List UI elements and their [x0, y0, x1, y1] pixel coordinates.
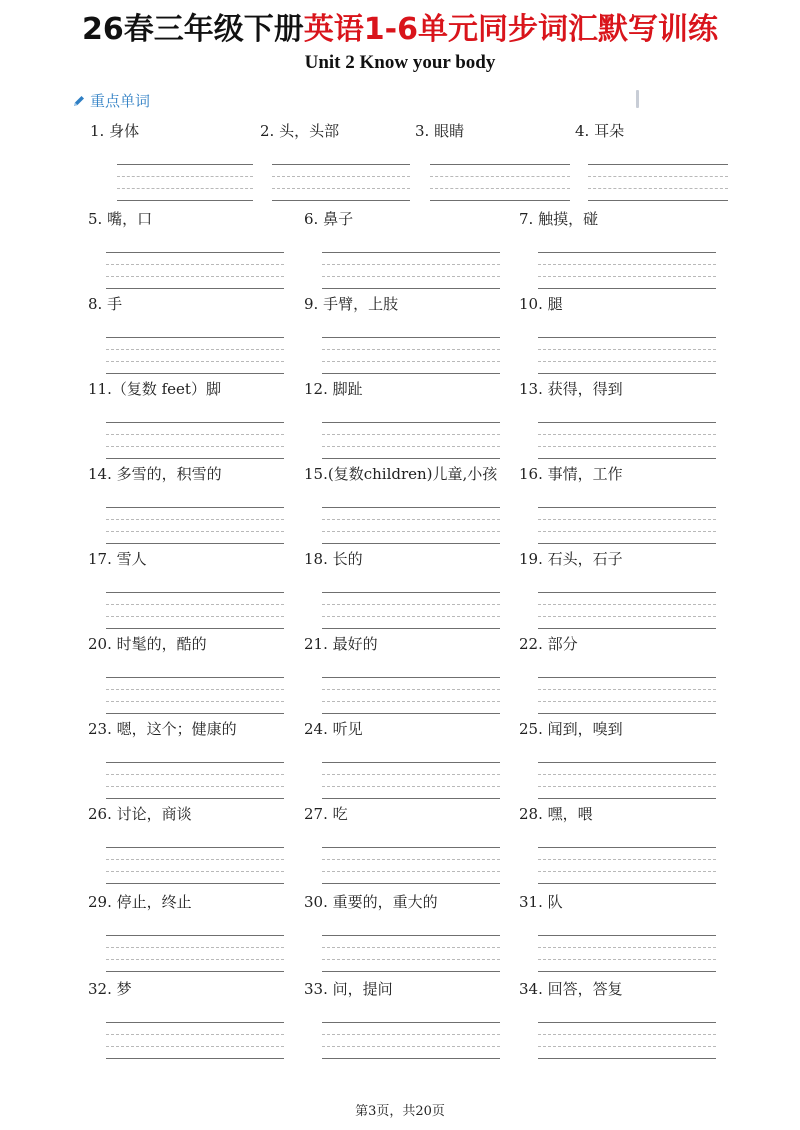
writing-line-solid — [538, 252, 716, 253]
writing-line-dotted — [106, 349, 284, 350]
writing-line-dotted — [588, 176, 728, 177]
writing-line-dotted — [106, 264, 284, 265]
writing-line-solid — [272, 200, 410, 201]
writing-line-dotted — [538, 1046, 716, 1047]
writing-line-solid — [322, 847, 500, 848]
writing-line-dotted — [538, 604, 716, 605]
vocab-prompt: 12. 脚趾 — [304, 380, 363, 398]
vocab-prompt: 6. 鼻子 — [304, 210, 354, 228]
vocab-item — [519, 380, 623, 398]
writing-line-solid — [538, 592, 716, 593]
writing-line-solid — [538, 458, 716, 459]
writing-line-dotted — [538, 361, 716, 362]
writing-line-dotted — [322, 604, 500, 605]
writing-line-dotted — [322, 519, 500, 520]
writing-line-dotted — [322, 689, 500, 690]
vocab-item — [304, 380, 363, 398]
vocab-prompt: 31. 队 — [519, 893, 563, 911]
writing-line-solid — [106, 1022, 284, 1023]
vocab-prompt: 10. 腿 — [519, 295, 563, 313]
writing-line-dotted — [322, 959, 500, 960]
vocab-item — [260, 122, 339, 140]
writing-line-dotted — [322, 947, 500, 948]
writing-line-dotted — [322, 774, 500, 775]
writing-line-solid — [106, 883, 284, 884]
writing-line-dotted — [272, 188, 410, 189]
writing-line-solid — [322, 507, 500, 508]
vocab-prompt: 14. 多雪的，积雪的 — [88, 465, 222, 483]
title-grade: 26春三年级下册 — [82, 12, 304, 47]
vocab-item — [415, 122, 464, 140]
writing-line-solid — [106, 935, 284, 936]
vocab-item — [519, 295, 563, 313]
writing-line-dotted — [538, 276, 716, 277]
writing-line-dotted — [106, 531, 284, 532]
writing-line-solid — [538, 798, 716, 799]
writing-line-solid — [322, 458, 500, 459]
pencil-icon — [72, 94, 86, 108]
writing-line-solid — [106, 971, 284, 972]
writing-line-dotted — [538, 774, 716, 775]
vocab-prompt: 20. 时髦的，酷的 — [88, 635, 207, 653]
page-title — [0, 4, 800, 48]
unit-subtitle: Unit 2 Know your body — [304, 52, 496, 73]
vocab-prompt: 26. 讨论，商谈 — [88, 805, 192, 823]
writing-line-dotted — [117, 188, 253, 189]
writing-line-dotted — [538, 531, 716, 532]
writing-line-dotted — [538, 616, 716, 617]
writing-line-dotted — [106, 947, 284, 948]
writing-line-solid — [430, 164, 570, 165]
vocab-prompt: 1. 身体 — [90, 122, 140, 140]
vocab-item — [88, 295, 122, 313]
writing-line-dotted — [106, 446, 284, 447]
writing-line-solid — [538, 543, 716, 544]
writing-line-solid — [322, 422, 500, 423]
writing-line-solid — [106, 847, 284, 848]
writing-line-dotted — [106, 604, 284, 605]
vocab-prompt: 16. 事情，工作 — [519, 465, 623, 483]
writing-line-dotted — [322, 446, 500, 447]
writing-line-dotted — [106, 519, 284, 520]
writing-line-dotted — [538, 701, 716, 702]
vocab-prompt: 18. 长的 — [304, 550, 363, 568]
writing-line-dotted — [322, 264, 500, 265]
vocab-prompt: 15.(复数children)儿童,小孩 — [304, 465, 498, 483]
writing-line-solid — [538, 1022, 716, 1023]
vocab-item — [88, 550, 147, 568]
vocab-prompt: 7. 触摸，碰 — [519, 210, 599, 228]
vocab-prompt: 25. 闻到，嗅到 — [519, 720, 623, 738]
writing-line-solid — [538, 422, 716, 423]
vocab-item — [88, 210, 152, 228]
writing-line-dotted — [106, 774, 284, 775]
writing-line-dotted — [106, 276, 284, 277]
writing-line-solid — [322, 798, 500, 799]
writing-line-dotted — [106, 689, 284, 690]
writing-line-dotted — [272, 176, 410, 177]
writing-line-solid — [588, 164, 728, 165]
writing-line-solid — [538, 713, 716, 714]
writing-line-solid — [106, 713, 284, 714]
writing-line-solid — [322, 713, 500, 714]
vocab-prompt: 23. 嗯，这个；健康的 — [88, 720, 237, 738]
writing-line-solid — [322, 1058, 500, 1059]
writing-line-solid — [106, 373, 284, 374]
writing-line-solid — [106, 507, 284, 508]
vocab-item — [88, 893, 192, 911]
vocab-prompt: 4. 耳朵 — [575, 122, 625, 140]
vocab-item — [304, 720, 363, 738]
writing-line-solid — [322, 373, 500, 374]
writing-line-dotted — [322, 786, 500, 787]
page-number: 第3页，共20页 — [355, 1104, 445, 1119]
writing-line-dotted — [538, 947, 716, 948]
vocab-prompt: 21. 最好的 — [304, 635, 378, 653]
writing-line-solid — [538, 762, 716, 763]
writing-line-solid — [322, 628, 500, 629]
writing-line-dotted — [538, 959, 716, 960]
vocab-prompt: 11.（复数 feet）脚 — [88, 380, 221, 398]
writing-line-solid — [106, 762, 284, 763]
writing-line-solid — [538, 935, 716, 936]
section-heading — [72, 90, 150, 111]
vocab-prompt: 2. 头，头部 — [260, 122, 340, 140]
writing-line-solid — [538, 507, 716, 508]
vocab-item — [88, 720, 237, 738]
writing-line-dotted — [322, 859, 500, 860]
writing-line-solid — [106, 592, 284, 593]
writing-line-dotted — [322, 701, 500, 702]
writing-line-dotted — [106, 701, 284, 702]
vocab-prompt: 9. 手臂，上肢 — [304, 295, 399, 313]
vocab-prompt: 27. 吃 — [304, 805, 348, 823]
vocab-prompt: 19. 石头，石子 — [519, 550, 623, 568]
writing-line-dotted — [106, 859, 284, 860]
vocab-item — [519, 550, 623, 568]
writing-line-dotted — [106, 434, 284, 435]
vocab-prompt: 28. 嘿，喂 — [519, 805, 593, 823]
vocab-prompt: 33. 问，提问 — [304, 980, 393, 998]
writing-line-solid — [322, 543, 500, 544]
writing-line-dotted — [538, 786, 716, 787]
writing-line-solid — [117, 164, 253, 165]
writing-line-solid — [117, 200, 253, 201]
writing-line-dotted — [106, 786, 284, 787]
writing-line-dotted — [322, 1034, 500, 1035]
writing-line-solid — [322, 337, 500, 338]
writing-line-solid — [322, 883, 500, 884]
writing-line-solid — [322, 1022, 500, 1023]
writing-line-dotted — [538, 446, 716, 447]
vocab-item — [304, 295, 398, 313]
writing-line-dotted — [322, 531, 500, 532]
writing-line-solid — [538, 847, 716, 848]
writing-line-solid — [538, 677, 716, 678]
writing-line-solid — [430, 200, 570, 201]
writing-line-solid — [106, 543, 284, 544]
vocab-prompt: 30. 重要的，重大的 — [304, 893, 438, 911]
vocab-item — [519, 893, 563, 911]
writing-line-dotted — [106, 871, 284, 872]
writing-line-dotted — [322, 871, 500, 872]
writing-line-solid — [322, 762, 500, 763]
vocab-prompt: 32. 梦 — [88, 980, 132, 998]
vocab-item — [88, 980, 132, 998]
writing-line-solid — [322, 592, 500, 593]
writing-line-dotted — [538, 859, 716, 860]
title-topic: 英语1-6单元同步词汇默写训练 — [303, 12, 718, 47]
writing-line-dotted — [538, 264, 716, 265]
writing-line-dotted — [322, 434, 500, 435]
section-label: 重点单词 — [90, 92, 151, 110]
vocab-item — [519, 635, 578, 653]
writing-line-solid — [106, 252, 284, 253]
writing-line-dotted — [106, 1046, 284, 1047]
vocab-prompt: 34. 回答，答复 — [519, 980, 623, 998]
vocab-prompt: 5. 嘴，口 — [88, 210, 153, 228]
writing-line-solid — [106, 288, 284, 289]
writing-line-solid — [322, 252, 500, 253]
writing-line-solid — [538, 971, 716, 972]
writing-line-solid — [538, 628, 716, 629]
writing-line-solid — [106, 628, 284, 629]
writing-line-dotted — [430, 188, 570, 189]
writing-line-solid — [272, 164, 410, 165]
vocab-item — [304, 980, 393, 998]
writing-line-solid — [538, 883, 716, 884]
vocab-item — [575, 122, 624, 140]
writing-line-dotted — [117, 176, 253, 177]
vocab-item — [304, 465, 497, 483]
writing-line-solid — [106, 798, 284, 799]
writing-line-dotted — [538, 349, 716, 350]
vocab-item — [519, 980, 623, 998]
writing-line-dotted — [588, 188, 728, 189]
vocab-item — [519, 805, 593, 823]
writing-line-dotted — [538, 434, 716, 435]
writing-line-dotted — [538, 1034, 716, 1035]
vocab-item — [304, 805, 348, 823]
vocab-item — [88, 805, 192, 823]
writing-line-solid — [106, 458, 284, 459]
writing-line-solid — [106, 337, 284, 338]
vocab-item — [519, 465, 623, 483]
vocab-prompt: 3. 眼睛 — [415, 122, 465, 140]
writing-line-dotted — [322, 616, 500, 617]
writing-line-solid — [322, 935, 500, 936]
writing-line-dotted — [538, 871, 716, 872]
vocab-item — [90, 122, 139, 140]
writing-line-solid — [588, 200, 728, 201]
vocab-prompt: 8. 手 — [88, 295, 123, 313]
writing-line-solid — [106, 422, 284, 423]
writing-line-solid — [322, 288, 500, 289]
vocab-item — [519, 210, 598, 228]
writing-line-dotted — [322, 276, 500, 277]
vocab-item — [88, 635, 207, 653]
vocab-item — [304, 635, 378, 653]
writing-line-dotted — [322, 349, 500, 350]
vocab-item — [519, 720, 623, 738]
writing-line-solid — [538, 1058, 716, 1059]
writing-line-solid — [106, 1058, 284, 1059]
scan-mark — [636, 90, 639, 108]
writing-line-solid — [538, 288, 716, 289]
writing-line-dotted — [538, 519, 716, 520]
vocab-prompt: 13. 获得，得到 — [519, 380, 623, 398]
writing-line-dotted — [106, 959, 284, 960]
vocab-prompt: 24. 听见 — [304, 720, 363, 738]
writing-line-solid — [322, 677, 500, 678]
writing-line-dotted — [538, 689, 716, 690]
vocab-item — [304, 550, 363, 568]
vocab-item — [88, 465, 222, 483]
writing-line-dotted — [430, 176, 570, 177]
vocab-prompt: 29. 停止，终止 — [88, 893, 192, 911]
vocab-prompt: 17. 雪人 — [88, 550, 147, 568]
writing-line-dotted — [106, 1034, 284, 1035]
writing-line-dotted — [322, 361, 500, 362]
writing-line-dotted — [106, 616, 284, 617]
writing-line-dotted — [106, 361, 284, 362]
writing-line-solid — [106, 677, 284, 678]
writing-line-solid — [538, 373, 716, 374]
writing-line-solid — [538, 337, 716, 338]
vocab-item — [304, 210, 353, 228]
vocab-prompt: 22. 部分 — [519, 635, 578, 653]
writing-line-dotted — [322, 1046, 500, 1047]
vocab-item — [304, 893, 438, 911]
writing-line-solid — [322, 971, 500, 972]
vocab-item — [88, 380, 221, 398]
